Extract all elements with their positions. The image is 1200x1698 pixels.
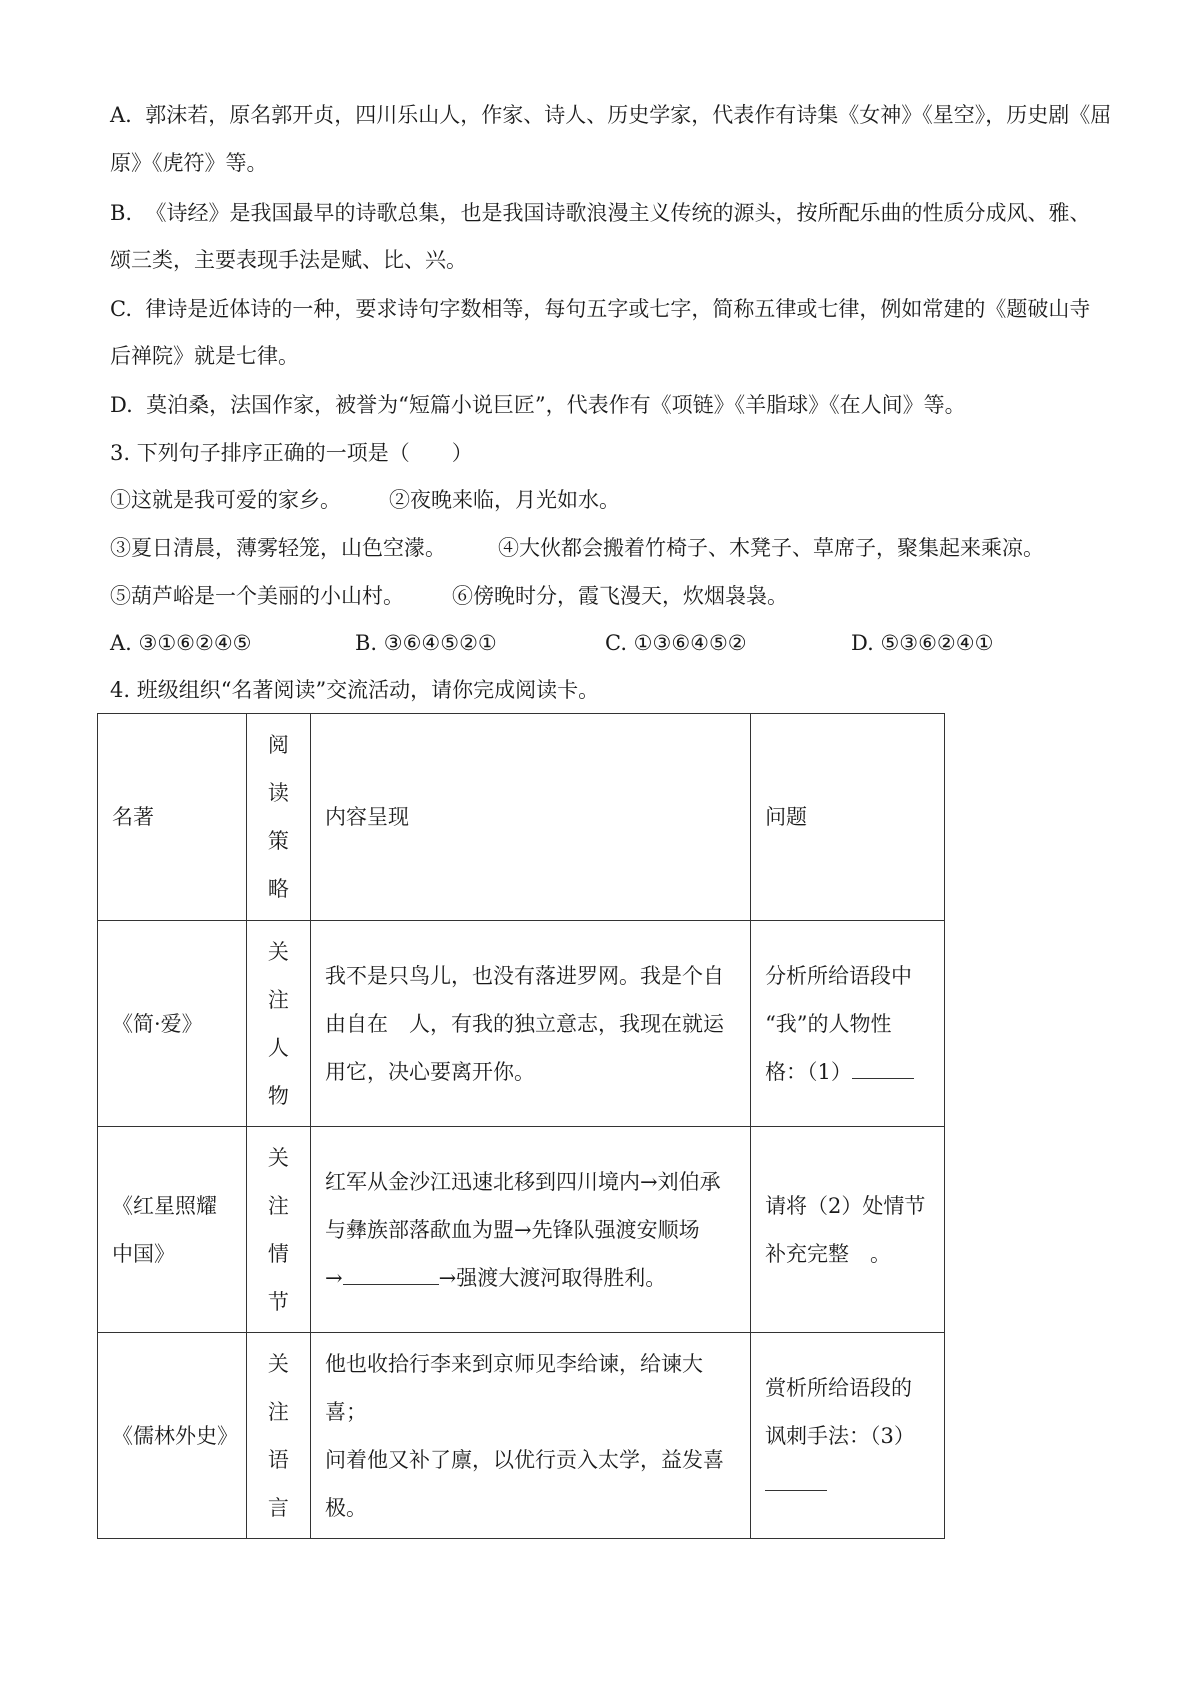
- row-2-content: 红军从金沙江迅速北移到四川境内→刘伯承 与彝族部落歃血为盟→先锋队强渡安顺场 → →强渡大渡河取得胜利。: [310, 1127, 750, 1333]
- row-3-strategy: 关 注 语 言: [246, 1333, 310, 1539]
- table-row: [98, 921, 945, 1127]
- table-header-row: [98, 714, 945, 921]
- row-2-book: 《红星照耀 中国》: [98, 1127, 247, 1333]
- q3-choice-d[interactable]: D. ⑤③⑥②④①: [851, 631, 994, 655]
- table-row: [98, 1333, 945, 1539]
- row-3-content: 他也收拾行李来到京师见李给谏，给谏大喜； 问着他又补了廪，以优行贡入太学，益发喜 极。: [310, 1333, 750, 1539]
- row-1-question: 分析所给语段中 “我”的人物性 格：（1）: [751, 921, 945, 1127]
- header-question: 问题: [751, 714, 945, 921]
- q3-choice-a[interactable]: A. ③①⑥②④⑤: [110, 631, 252, 655]
- row-1-content: 我不是只鸟儿，也没有落进罗网。我是个自 由自在 人，有我的独立意志，我现在就运 用它，决心要离开你。: [310, 921, 750, 1127]
- option-a-line-2: 原》《虎符》等。: [110, 151, 268, 175]
- row-1-book: 《简·爱》: [98, 921, 247, 1127]
- question-3-stem: 3. 下列句子排序正确的一项是（ ）: [110, 441, 473, 465]
- reading-card-table: [97, 713, 945, 1539]
- row-2-strategy: 关 注 情 节: [246, 1127, 310, 1333]
- header-strategy: 阅 读 策 略: [246, 714, 310, 921]
- q3-choice-b[interactable]: B. ③⑥④⑤②①: [355, 631, 497, 655]
- option-a-line-1: A. 郭沫若，原名郭开贞，四川乐山人，作家、诗人、历史学家，代表作有诗集《女神》《星空》，历史剧《屈: [110, 103, 1112, 127]
- q3-sentence-row-2: ③夏日清晨，薄雾轻笼，山色空濛。 ④大伙都会搬着竹椅子、木凳子、草席子，聚集起来乘凉。: [110, 536, 1044, 560]
- header-book: 名著: [98, 714, 247, 921]
- option-c-line-1: C. 律诗是近体诗的一种，要求诗句字数相等，每句五字或七字，简称五律或七律，例如常建的《题破山寺: [110, 297, 1091, 321]
- q3-choice-c[interactable]: C. ①③⑥④⑤②: [605, 631, 747, 655]
- answer-blank-1[interactable]: [852, 1057, 914, 1079]
- q3-sentence-row-3: ⑤葫芦峪是一个美丽的小山村。 ⑥傍晚时分，霞飞漫天，炊烟袅袅。: [110, 584, 788, 608]
- option-b-line-1: B. 《诗经》是我国最早的诗歌总集，也是我国诗歌浪漫主义传统的源头，按所配乐曲的性质分成风、雅、: [110, 201, 1091, 225]
- row-2-question: 请将（2）处情节 补充完整 。: [751, 1127, 945, 1333]
- answer-blank-3[interactable]: [765, 1469, 827, 1491]
- header-content: 内容呈现: [310, 714, 750, 921]
- table-row: [98, 1127, 945, 1333]
- row-3-question: 赏析所给语段的 讽刺手法：（3）: [751, 1333, 945, 1539]
- question-4-stem: 4. 班级组织“名著阅读”交流活动，请你完成阅读卡。: [110, 678, 600, 702]
- option-c-line-2: 后禅院》就是七律。: [110, 344, 299, 368]
- row-3-book: 《儒林外史》: [98, 1333, 247, 1539]
- option-b-line-2: 颂三类，主要表现手法是赋、比、兴。: [110, 248, 467, 272]
- q3-choices: [110, 628, 1110, 658]
- q3-sentence-row-1: ①这就是我可爱的家乡。 ②夜晚来临，月光如水。: [110, 488, 620, 512]
- answer-blank-2[interactable]: [343, 1263, 439, 1285]
- row-1-strategy: 关 注 人 物: [246, 921, 310, 1127]
- option-d-line-1: D. 莫泊桑，法国作家，被誉为“短篇小说巨匠”，代表作有《项链》《羊脂球》《在人间》等。: [110, 393, 966, 417]
